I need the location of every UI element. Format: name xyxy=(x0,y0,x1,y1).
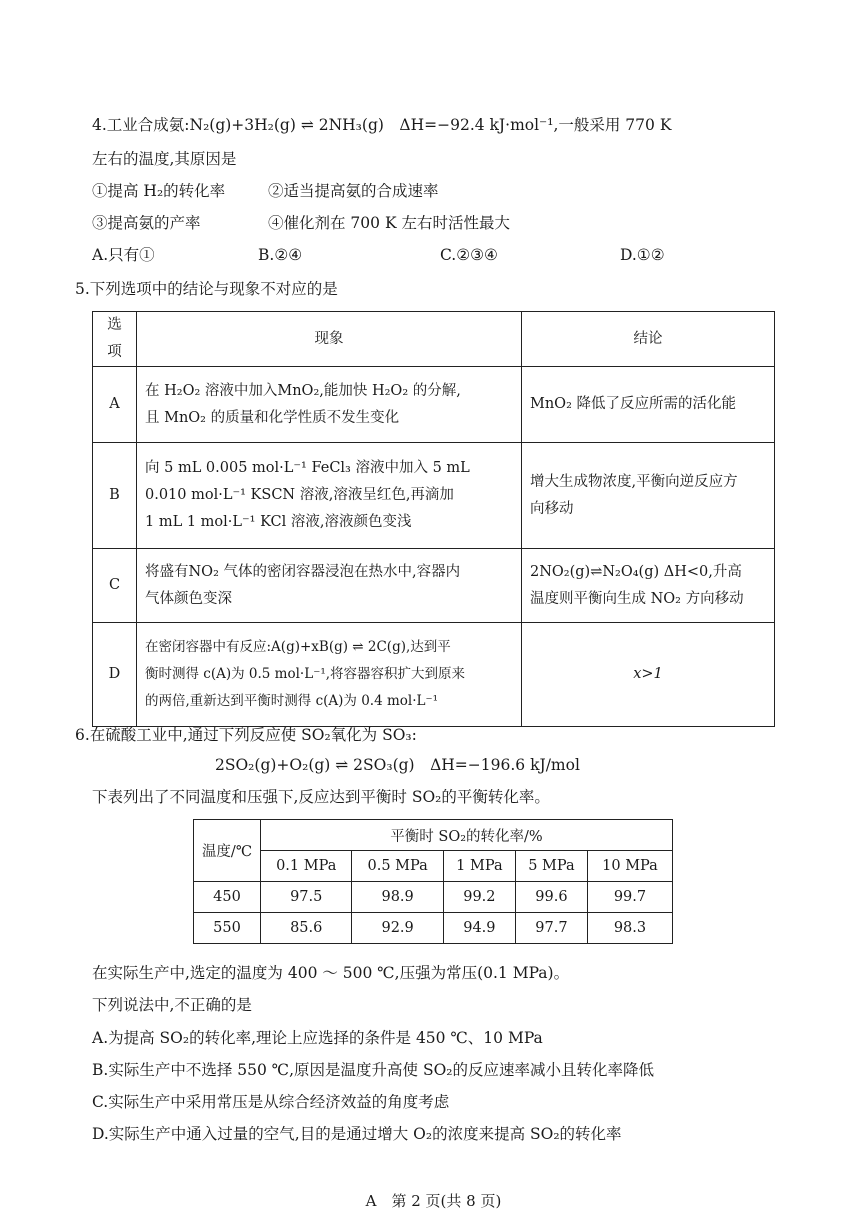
q6-choice-d: D.实际生产中通入过量的空气,目的是通过增大 O₂的浓度来提高 SO₂的转化率 xyxy=(92,1125,622,1143)
q5-d-phenomenon-line: 的两倍,重新达到平衡时测得 c(A)为 0.4 mol·L⁻¹ xyxy=(145,693,439,709)
q5-row-phenomenon xyxy=(137,443,522,549)
q6-value-cell: 97.5 xyxy=(261,882,352,913)
q6-pressure-header: 0.1 MPa xyxy=(261,851,352,882)
q6-equation: 2SO₂(g)+O₂(g) ⇌ 2SO₃(g) ΔH=−196.6 kJ/mol xyxy=(215,756,580,774)
q4-choice-b: B.②④ xyxy=(258,246,303,264)
q6-value-cell: 85.6 xyxy=(261,913,352,944)
q5-c-conclusion-line: 2NO₂(g)⇌N₂O₄(g) ΔH<0,升高 xyxy=(530,563,742,580)
q5-row-conclusion xyxy=(522,367,775,443)
q6-value-cell: 99.6 xyxy=(515,882,587,913)
q5-row-option: D xyxy=(93,623,137,727)
q5-row-option: A xyxy=(93,367,137,443)
q6-pressure-header: 10 MPa xyxy=(587,851,672,882)
q5-a-phenomenon-line: 且 MnO₂ 的质量和化学性质不发生变化 xyxy=(145,409,400,426)
q5-a-phenomenon-line: 在 H₂O₂ 溶液中加入MnO₂,能加快 H₂O₂ 的分解, xyxy=(145,382,461,399)
q6-value-cell: 99.2 xyxy=(443,882,515,913)
q6-question: 下列说法中,不正确的是 xyxy=(92,996,252,1014)
page-footer: A 第 2 页(共 8 页) xyxy=(365,1192,502,1210)
q5-c-phenomenon-line: 气体颜色变深 xyxy=(145,590,232,607)
q5-stem: 5.下列选项中的结论与现象不对应的是 xyxy=(75,280,338,298)
q6-value-cell: 92.9 xyxy=(352,913,443,944)
q5-a-conclusion-line: MnO₂ 降低了反应所需的活化能 xyxy=(530,396,736,412)
q5-b-conclusion-line: 向移动 xyxy=(530,500,574,517)
q5-b-phenomenon-line: 1 mL 1 mol·L⁻¹ KCl 溶液,溶液颜色变浅 xyxy=(145,514,412,530)
q6-pressure-header: 5 MPa xyxy=(515,851,587,882)
q5-row-conclusion xyxy=(522,623,775,727)
q5-row-option: B xyxy=(93,443,137,549)
q5-row-a xyxy=(93,367,775,443)
q6-temp-header: 温度/℃ xyxy=(194,820,261,882)
q6-choice-c: C.实际生产中采用常压是从综合经济效益的角度考虑 xyxy=(92,1093,450,1111)
q6-value-cell: 98.3 xyxy=(587,913,672,944)
q6-group-header: 平衡时 SO₂的转化率/% xyxy=(261,820,673,851)
q5-table xyxy=(92,311,775,727)
q5-d-conclusion-line: x>1 xyxy=(633,666,663,682)
q6-choice-b: B.实际生产中不选择 550 ℃,原因是温度升高使 SO₂的反应速率减小且转化率降低 xyxy=(92,1061,654,1079)
q5-row-option: C xyxy=(93,549,137,623)
q6-stem: 6.在硫酸工业中,通过下列反应使 SO₂氧化为 SO₃: xyxy=(75,726,417,744)
q6-temp-cell: 450 xyxy=(194,882,261,913)
q6-conversion-table xyxy=(193,819,673,944)
q4-reason-3: ③提高氨的产率 xyxy=(92,214,201,232)
q4-stem-line1: 4.工业合成氨:N₂(g)+3H₂(g) ⇌ 2NH₃(g) ΔH=−92.4 kJ·mol⁻¹,一般采用 770 K xyxy=(92,116,672,134)
q6-value-cell: 99.7 xyxy=(587,882,672,913)
q5-row-conclusion xyxy=(522,549,775,623)
q4-choice-c: C.②③④ xyxy=(440,246,498,264)
q6-table-header-row xyxy=(194,820,673,851)
q6-value-cell: 97.7 xyxy=(515,913,587,944)
q4-choice-d: D.①② xyxy=(620,246,665,264)
q6-intro: 下表列出了不同温度和压强下,反应达到平衡时 SO₂的平衡转化率。 xyxy=(92,788,550,806)
q5-b-conclusion-line: 增大生成物浓度,平衡向逆反应方 xyxy=(530,473,738,490)
q5-d-phenomenon-line: 衡时测得 c(A)为 0.5 mol·L⁻¹,将容器容积扩大到原来 xyxy=(145,666,466,682)
q4-reason-1: ①提高 H₂的转化率 xyxy=(92,182,226,200)
q5-row-phenomenon xyxy=(137,367,522,443)
q6-value-cell: 94.9 xyxy=(443,913,515,944)
q5-c-phenomenon-line: 将盛有NO₂ 气体的密闭容器浸泡在热水中,容器内 xyxy=(145,563,461,580)
q5-row-phenomenon xyxy=(137,623,522,727)
q5-row-d xyxy=(93,623,775,727)
q5-c-conclusion-line: 温度则平衡向生成 NO₂ 方向移动 xyxy=(530,590,744,607)
q5-header-phenomenon: 现象 xyxy=(137,312,522,367)
q4-reason-2: ②适当提高氨的合成速率 xyxy=(268,182,439,200)
q5-row-b xyxy=(93,443,775,549)
q5-b-phenomenon-line: 0.010 mol·L⁻¹ KSCN 溶液,溶液呈红色,再滴加 xyxy=(145,487,454,503)
q6-table-row xyxy=(194,913,673,944)
q5-b-phenomenon-line: 向 5 mL 0.005 mol·L⁻¹ FeCl₃ 溶液中加入 5 mL xyxy=(145,460,470,476)
q4-reason-4: ④催化剂在 700 K 左右时活性最大 xyxy=(268,214,510,232)
q6-pressure-header: 1 MPa xyxy=(443,851,515,882)
q5-d-phenomenon-line: 在密闭容器中有反应:A(g)+xB(g) ⇌ 2C(g),达到平 xyxy=(145,639,451,655)
q4-choice-a: A.只有① xyxy=(92,246,155,264)
q6-pressure-row xyxy=(194,851,673,882)
q5-table-header-row xyxy=(93,312,775,367)
q4-stem-line2: 左右的温度,其原因是 xyxy=(92,150,237,168)
q6-note: 在实际生产中,选定的温度为 400 ～ 500 ℃,压强为常压(0.1 MPa)。 xyxy=(92,964,570,982)
q6-pressure-header: 0.5 MPa xyxy=(352,851,443,882)
q6-table-row xyxy=(194,882,673,913)
q5-row-phenomenon xyxy=(137,549,522,623)
q5-row-conclusion xyxy=(522,443,775,549)
q6-temp-cell: 550 xyxy=(194,913,261,944)
q6-choice-a: A.为提高 SO₂的转化率,理论上应选择的条件是 450 ℃、10 MPa xyxy=(92,1029,543,1047)
q6-value-cell: 98.9 xyxy=(352,882,443,913)
q5-header-conclusion: 结论 xyxy=(522,312,775,367)
q5-header-option: 选项 xyxy=(93,312,137,367)
q5-row-c xyxy=(93,549,775,623)
